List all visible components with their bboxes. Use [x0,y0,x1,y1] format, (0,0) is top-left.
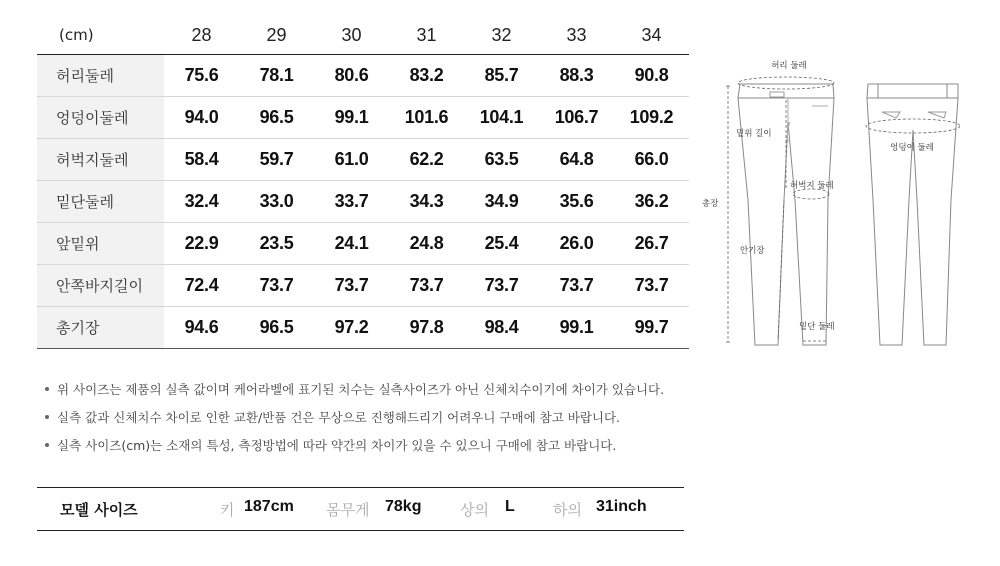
inseam-label: 안기장 [740,246,765,256]
pants-measurement-diagram [700,50,960,360]
measurement-cell: 73.7 [464,265,539,307]
row-label: 앞밑위 [37,223,164,265]
measurement-cell: 36.2 [614,181,689,223]
size-header: 31 [389,16,464,55]
measurement-cell: 23.5 [239,223,314,265]
measurement-cell: 75.6 [164,55,239,97]
measurement-cell: 64.8 [539,139,614,181]
rise-measure-label: 밑위 길이 [736,129,772,139]
table-row [37,97,689,139]
measurement-cell: 63.5 [464,139,539,181]
measurement-cell: 24.1 [314,223,389,265]
measurement-lines [726,77,960,342]
size-notes [45,380,664,464]
table-row [37,265,689,307]
measurement-cell: 83.2 [389,55,464,97]
size-header: 30 [314,16,389,55]
size-header: 34 [614,16,689,55]
size-header: 33 [539,16,614,55]
measurement-cell: 58.4 [164,139,239,181]
measurement-cell: 96.5 [239,307,314,349]
back-pants-outline [867,84,958,345]
measurement-cell: 99.7 [614,307,689,349]
note-text: 실측 사이즈(cm)는 소재의 특성, 측정방법에 따라 약간의 차이가 있을 수 있으니 구매에 참고 바랍니다. [57,438,617,453]
measurement-cell: 33.0 [239,181,314,223]
row-label: 밑단둘레 [37,181,164,223]
total-length-label: 총장 [702,199,719,209]
measurement-cell: 22.9 [164,223,239,265]
row-label: 엉덩이둘레 [37,97,164,139]
measurement-cell: 25.4 [464,223,539,265]
measurement-cell: 73.7 [539,265,614,307]
size-header-row [37,16,689,55]
measurement-cell: 73.7 [239,265,314,307]
measurement-cell: 97.2 [314,307,389,349]
measurement-cell: 94.0 [164,97,239,139]
measurement-cell: 26.0 [539,223,614,265]
height-label: 키 [220,501,235,519]
weight-label: 몸무게 [326,501,370,519]
row-label: 허벅지둘레 [37,139,164,181]
row-label: 안쪽바지길이 [37,265,164,307]
measurement-cell: 99.1 [314,97,389,139]
note-item [45,380,664,408]
measurement-cell: 80.6 [314,55,389,97]
waist-measure-label: 허리 둘레 [771,61,807,71]
top-value: L [505,498,515,515]
measurement-cell: 99.1 [539,307,614,349]
bullet-icon [45,443,49,447]
note-item [45,436,664,464]
note-item [45,408,664,436]
measurement-cell: 33.7 [314,181,389,223]
table-row [37,181,689,223]
table-row [37,307,689,349]
measurement-cell: 109.2 [614,97,689,139]
size-header: 28 [164,16,239,55]
model-size-bar [37,487,684,531]
bottom-label: 하의 [553,501,582,519]
note-text: 위 사이즈는 제품의 실측 값이며 케어라벨에 표기된 치수는 실측사이즈가 아닌 신체치수이기에 차이가 있습니다. [57,382,665,397]
measurement-cell: 24.8 [389,223,464,265]
front-pants-outline [738,84,834,345]
measurement-cell: 85.7 [464,55,539,97]
measurement-cell: 26.7 [614,223,689,265]
measurement-cell: 35.6 [539,181,614,223]
measurement-cell: 73.7 [314,265,389,307]
measurement-cell: 73.7 [389,265,464,307]
measurement-cell: 72.4 [164,265,239,307]
measurement-cell: 106.7 [539,97,614,139]
thigh-measure-label: 허벅지 둘레 [790,181,834,191]
measurement-cell: 34.9 [464,181,539,223]
measurement-cell: 88.3 [539,55,614,97]
bullet-icon [45,415,49,419]
table-row [37,223,689,265]
hem-measure-label: 밑단 둘레 [799,322,835,332]
row-label: 허리둘레 [37,55,164,97]
measurement-cell: 34.3 [389,181,464,223]
measurement-cell: 90.8 [614,55,689,97]
measurement-cell: 96.5 [239,97,314,139]
size-header: 29 [239,16,314,55]
measurement-cell: 94.6 [164,307,239,349]
measurement-cell: 101.6 [389,97,464,139]
measurement-cell: 78.1 [239,55,314,97]
measurement-cell: 59.7 [239,139,314,181]
table-row [37,55,689,97]
measurement-cell: 62.2 [389,139,464,181]
top-label: 상의 [460,501,489,519]
size-table [37,16,689,349]
measurement-cell: 104.1 [464,97,539,139]
measurement-cell: 61.0 [314,139,389,181]
size-header: 32 [464,16,539,55]
measurement-cell: 73.7 [614,265,689,307]
measurement-cell: 66.0 [614,139,689,181]
measurement-cell: 97.8 [389,307,464,349]
height-value: 187cm [244,498,294,515]
unit-label: (cm) [37,16,164,55]
bullet-icon [45,387,49,391]
weight-value: 78kg [385,498,422,515]
bottom-value: 31inch [596,498,647,515]
measurement-cell: 32.4 [164,181,239,223]
model-size-title: 모델 사이즈 [60,501,138,519]
hip-measure-label: 엉덩이 둘레 [890,143,934,153]
note-text: 실측 값과 신체치수 차이로 인한 교환/반품 건은 무상으로 진행해드리기 어려우니 구매에 참고 바랍니다. [57,410,621,425]
table-row [37,139,689,181]
row-label: 총기장 [37,307,164,349]
measurement-cell: 98.4 [464,307,539,349]
